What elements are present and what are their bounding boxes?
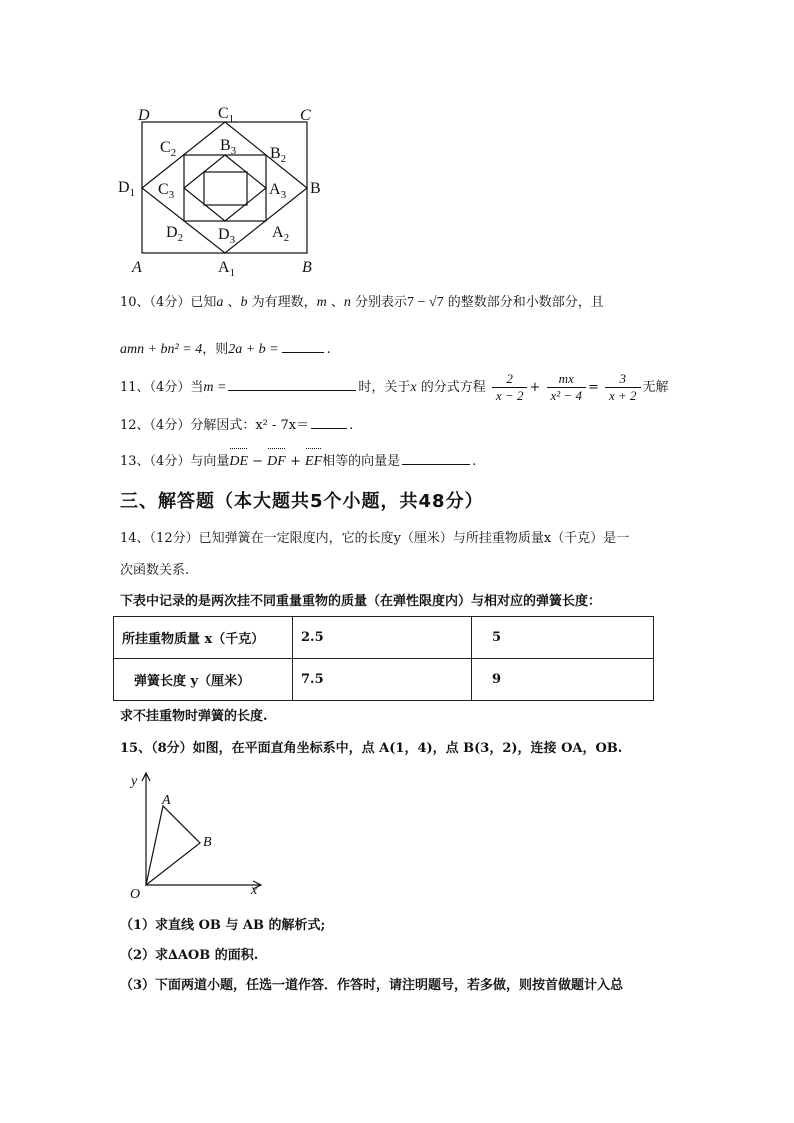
- answer-blank-12[interactable]: [311, 414, 347, 429]
- label-A2: A: [272, 224, 284, 241]
- question-11: 11、（4分）当m = 时，关于x 的分式方程 $\frac{2}{x - 2}$ + $\frac{mx}{\text{x² − 4}}$ = $\frac{3}{x + 2}$ 无解: [120, 371, 669, 403]
- svg-text:C1: $C_1$: [218, 105, 235, 125]
- question-15-part3: （3）下面两道小题，任选一道作答．作答时，请注明题号，若多做，则按首做题计入总: [120, 978, 624, 993]
- label-C1: C: [218, 105, 229, 122]
- answer-blank-13[interactable]: [402, 450, 470, 465]
- svg-text:D1: $D_1$: [118, 179, 136, 199]
- svg-text:A2: $A_2$: [272, 224, 290, 244]
- label-D1: D: [118, 179, 130, 196]
- svg-text:C3: $C_3$: [158, 181, 175, 201]
- table-cell: 2.5: [293, 617, 472, 659]
- label-B-bottom: B: [302, 259, 312, 276]
- coordinate-graph: [120, 768, 270, 903]
- question-14-after: 求不挂重物时弹簧的长度.: [120, 709, 268, 724]
- table-cell: 5: [472, 617, 654, 659]
- table-row: [114, 659, 654, 701]
- question-14-line3: 下表中记录的是两次挂不同重量重物的质量（在弹性限度内）与相对应的弹簧长度：: [120, 594, 602, 609]
- label-C3: C: [158, 181, 169, 198]
- table-cell: 弹簧长度 y（厘米）: [114, 659, 293, 701]
- question-10-line2: amn + bn² = 4，则2a + b = .: [120, 338, 331, 360]
- question-15-part2: （2）求∆AOB 的面积.: [120, 948, 259, 963]
- question-15-line1: 15、（8分）如图，在平面直角坐标系中，点 A(1，4)，点 B(3，2)，连接 OA，OB.: [120, 741, 623, 756]
- question-14-line1: 14、（12分）已知弹簧在一定限度内，它的长度y（厘米）与所挂重物质量x（千克）是一: [120, 531, 630, 546]
- question-14-line2: 次函数关系.: [120, 563, 190, 578]
- svg-text:C2: $C_2$: [160, 139, 177, 159]
- svg-text:A1: $A_1$: [218, 259, 236, 279]
- svg-text:B3: $B_3$: [220, 137, 237, 157]
- point-A-label: A: [162, 793, 171, 808]
- label-D: D: [138, 107, 150, 124]
- label-D3: D: [218, 226, 230, 243]
- svg-text:B2: $B_2$: [270, 145, 287, 165]
- answer-blank-11[interactable]: [228, 376, 356, 391]
- section-heading: 三、解答题（本大题共5个小题，共48分）: [120, 491, 484, 512]
- nested-squares-figure: [110, 100, 330, 280]
- data-table: [113, 616, 654, 701]
- fraction-2: $\frac{mx}{\text{x² − 4}}$: [547, 371, 586, 404]
- question-15-part1: （1）求直线 OB 与 AB 的解析式;: [120, 918, 326, 933]
- table-row: [114, 617, 654, 659]
- axis-x-label: x: [251, 883, 258, 898]
- question-12: 12、（4分）分解因式：x² - 7x＝ .: [120, 414, 353, 436]
- svg-text:D3: $D_3$: [218, 226, 236, 246]
- label-C: C: [300, 107, 311, 124]
- vector-DF: DF: [267, 450, 286, 472]
- origin-label: O: [130, 887, 141, 902]
- vector-EF: EF: [305, 450, 322, 472]
- question-10-line1: 10、（4分）已知a 、b 为有理数，m 、n 分别表示7 − √7 的整数部分和小数部分，且: [120, 295, 604, 310]
- question-13: 13、（4分）与向量DE − DF + EF相等的向量是 .: [120, 450, 476, 472]
- fraction-3: $\frac{3}{x + 2}$: [605, 371, 641, 404]
- label-A: A: [132, 259, 142, 276]
- vector-DE: DE: [229, 450, 248, 472]
- axis-y-label: y: [131, 774, 138, 789]
- label-B2: B: [270, 145, 281, 162]
- table-cell: 7.5: [293, 659, 472, 701]
- svg-text:A3: $A_3$: [269, 181, 287, 201]
- label-C2: C: [160, 139, 171, 156]
- svg-text:D2: $D_2$: [166, 224, 184, 244]
- table-cell: 9: [472, 659, 654, 701]
- table-cell: 所挂重物质量 x（千克）: [114, 617, 293, 659]
- point-B-label: B: [203, 835, 212, 850]
- label-A3: A: [269, 181, 281, 198]
- fraction-1: $\frac{2}{x - 2}$: [492, 371, 528, 404]
- answer-blank-10[interactable]: [282, 338, 324, 353]
- label-D2: D: [166, 224, 178, 241]
- label-B-right: B: [310, 180, 321, 197]
- label-A1: A: [218, 259, 230, 276]
- label-B3: B: [220, 137, 231, 154]
